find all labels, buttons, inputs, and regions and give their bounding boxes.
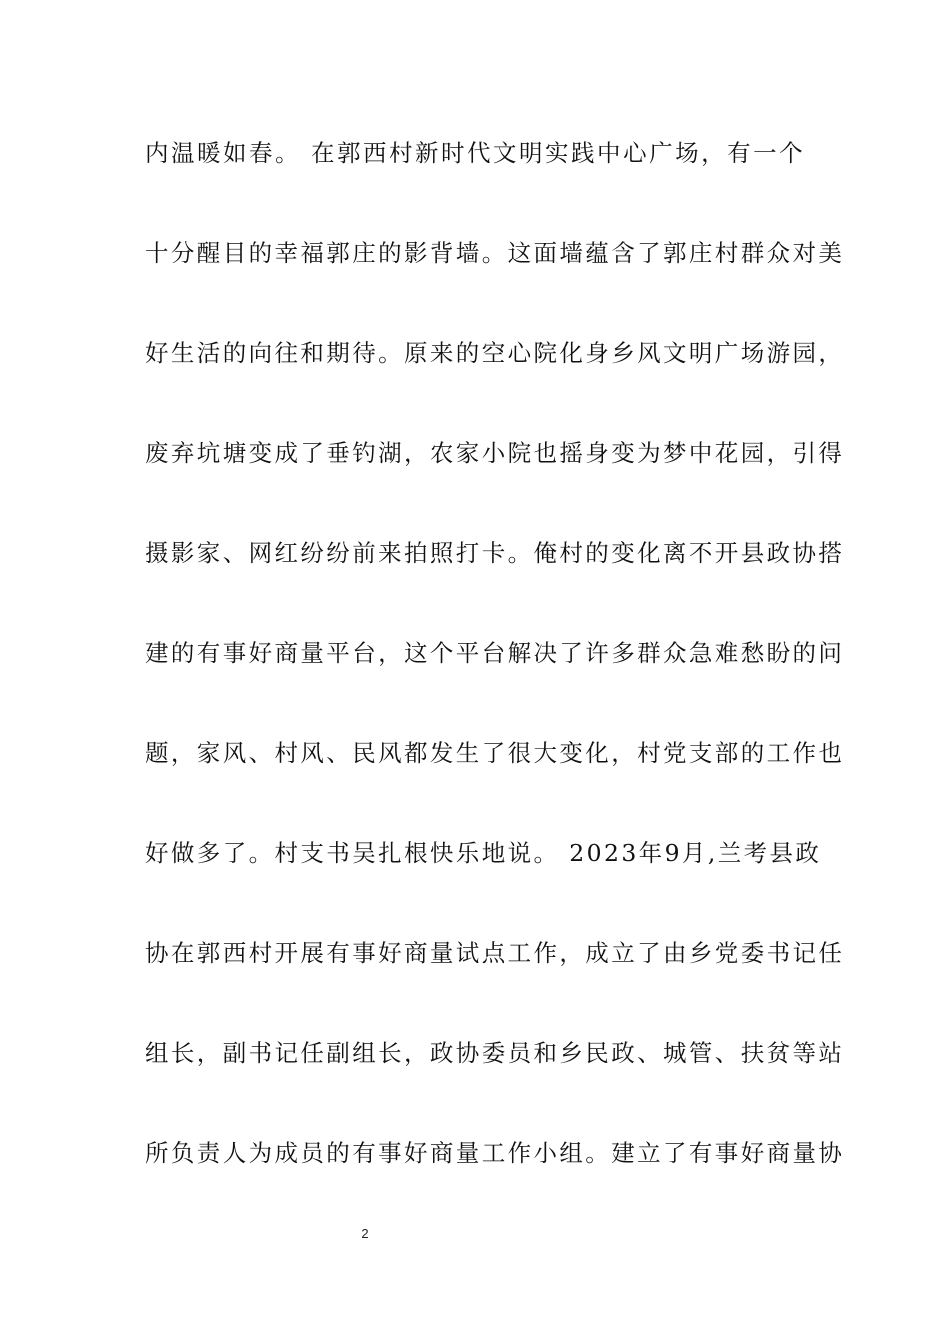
text-line: 十分醒目的幸福郭庄的影背墙。这面墙蕴含了郭庄村群众对美 xyxy=(145,239,845,267)
text-line: 所负责人为成员的有事好商量工作小组。建立了有事好商量协 xyxy=(145,1139,845,1167)
body-text xyxy=(145,130,845,1230)
text-line: 协在郭西村开展有事好商量试点工作，成立了由乡党委书记任 xyxy=(145,939,845,967)
text-line: 好做多了。村支书吴扎根快乐地说。 2023年9月,兰考县政 xyxy=(145,839,822,867)
page-number: 2 xyxy=(361,1226,369,1241)
text-line: 组长，副书记任副组长，政协委员和乡民政、城管、扶贫等站 xyxy=(145,1039,845,1067)
text-line: 废弃坑塘变成了垂钓湖，农家小院也摇身变为梦中花园，引得 xyxy=(145,439,845,467)
text-line: 建的有事好商量平台，这个平台解决了许多群众急难愁盼的问 xyxy=(145,639,845,667)
text-line: 摄影家、网红纷纷前来拍照打卡。俺村的变化离不开县政协搭 xyxy=(145,539,845,567)
text-line: 内温暖如春。 在郭西村新时代文明实践中心广场，有一个 xyxy=(145,139,805,167)
text-line: 好生活的向往和期待。原来的空心院化身乡风文明广场游园， xyxy=(145,339,845,367)
text-line: 题，家风、村风、民风都发生了很大变化，村党支部的工作也 xyxy=(145,739,845,767)
